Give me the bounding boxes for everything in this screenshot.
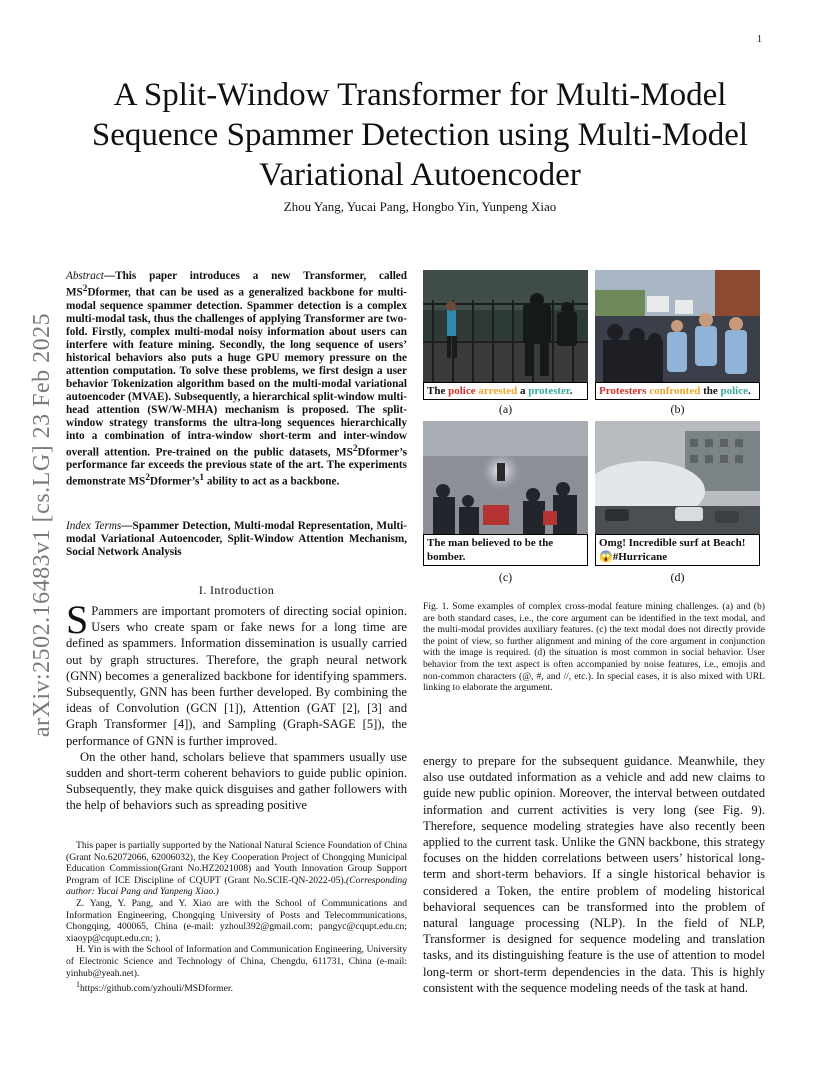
index-terms-text: Spammer Detection, Multi-modal Representation, Multi-modal Variational Autoencoder, Split-Window Attention Mechanism, Social Network Analysis	[66, 520, 407, 558]
intro-paragraph-1	[66, 597, 407, 749]
footnote-github-mark: 1	[76, 980, 80, 990]
section-heading-introduction: I. Introduction	[198, 583, 275, 597]
intro-paragraph-2: On the other hand, scholars believe that spammers usually use sudden and short-term coherent behaviors to guide public opinion. Subsequently, they make quick disguises and gather followers with the help of behaviors such as spreading positive	[66, 749, 407, 813]
caption-b-protesters: Protesters	[599, 385, 647, 397]
footnote-mark: 1	[199, 473, 205, 484]
abstract-sup-1: 2	[82, 284, 88, 294]
introduction-body	[66, 597, 407, 814]
caption-b-police: police	[720, 385, 748, 397]
index-terms-dash: —	[121, 520, 133, 532]
abstract-text-4: Dformer’s	[149, 476, 200, 489]
subfigure-label-d: (d)	[670, 570, 685, 584]
abstract-text-1: This paper introduces a new Transformer, called MS	[66, 270, 407, 299]
abstract	[66, 270, 407, 489]
caption-box-c	[423, 534, 588, 566]
abstract-dash: —	[103, 270, 116, 282]
figure-image-police-arrest	[423, 270, 588, 382]
right-column-body	[423, 753, 765, 996]
figure-image-hurricane-surf	[595, 421, 760, 534]
subfigure-label-b: (b)	[670, 402, 685, 416]
abstract-text-2: Dformer, that can be used as a generalized backbone for multi-modal sequence spammer detection. Spammer detection is a complex multi-modal task, thus the challenges of applying Transformer are two-fold. Firstly, complex multi-modal noisy information about users can interfere with feature mining. Secondly, the long sequence of users’ historical behaviors also puts a huge GPU memory pressure on the attention computation. To solve these problems, we first design a user behavior Tokenization algorithm based on the multi-modal variational autoencoder (MVAE). Subsequently, a hierarchical split-window multi-head attention (SW/W-MHA) mechanism is proposed. The split-window strategy transforms the ultra-long sequences hierarchically into a combination of intra-window short-term and inter-window overall attention. Pre-trained on the public datasets, MS	[66, 286, 407, 459]
abstract-sup-3: 2	[145, 473, 150, 484]
caption-box-b	[595, 382, 760, 400]
caption-b-confronted: confronted	[649, 385, 701, 397]
abstract-text-5: ability to act as a backbone.	[204, 476, 340, 489]
caption-b-part-6: .	[748, 385, 751, 397]
footnote-funding	[66, 840, 407, 898]
caption-a-part-1: The	[427, 385, 449, 397]
footnotes	[66, 840, 407, 995]
caption-a-part-7: .	[569, 385, 573, 397]
caption-a-police: police	[448, 385, 476, 397]
caption-a-part-5: a	[517, 385, 529, 397]
footnote-affiliation-1: Z. Yang, Y. Pang, and Y. Xiao are with the School of Communications and Information Engineering, Chongqing University of Posts and Telecommunications, Chongqing, 400065, China (e-mail: yzhoul392@gmail.com; pangyc@cqupt.edu.cn; xiaoyp@cqupt.edu.cn; ).	[66, 897, 407, 944]
figure-image-protest-police	[595, 270, 760, 382]
right-column-paragraph: energy to prepare for the subsequent guidance. Meanwhile, they also use outdated information as a vehicle and add new claims to guide new public opinion. Moreover, the interval between outdated information and current activities is very long (see Fig. 9). Therefore, sequence modeling strategies have also recently been applied to the current task. Unlike the GNN backbone, this strategy focuses on the hidden correlations between users’ historical long-term and short-term behaviors. If a single historical behavior is considered a Token, the entire problem of modeling historical behavioral sequences can be transformed into the problem of natural language processing (NLP). In the field of NLP, Transformer is designed for sequence modeling and translation tasks, and its distinguishing feature is the use of attention to model long-term or short-term dependencies in the data. This is highly consistent with the sequence modeling needs of the task at hand.	[423, 754, 765, 995]
abstract-lead: Abstract	[66, 270, 104, 282]
abstract-text-3: Dformer’s performance far exceeds the previous state of the art. The experiments demonstrate MS	[66, 446, 407, 489]
footnote-corresponding: (Corresponding author: Yucai Pang and Yanpeng Xiao.)	[66, 874, 407, 898]
figure-caption: Fig. 1. Some examples of complex cross-modal feature mining challenges. (a) and (b) are both standard cases, i.e., the core argument can be identified in the text modal, and the multi-modal provides auxiliary features. (c) the text modal does not directly provide the point of view, so further alignment and mining of the core argument in conjunction with the image is required. (d) the situation is most common in social behavior. User behavior from the text aspect is often accompanied by noise features, i.e., emojis and non-common characters (@, #, and //, etc.). In special cases, it is also mixed with URL linking to elaborate the argument.	[423, 601, 765, 694]
caption-a-protester: protester	[528, 385, 570, 397]
subfigure-label-c: (c)	[498, 570, 513, 584]
footnote-github	[66, 979, 407, 995]
paper-title: A Split-Window Transformer for Multi-Model Sequence Spammer Detection using Multi-Model Variational Autoencoder	[91, 77, 749, 193]
footnote-affiliation-2: H. Yin is with the School of Information and Communication Engineering, University of Electronic Science and Technology of China, Chengdu, 611731, China (e-mail: yinhub@yeah.net).	[66, 944, 407, 979]
arxiv-stamp: arXiv:2502.16483v1 [cs.LG] 23 Feb 2025	[29, 312, 55, 738]
index-terms	[66, 520, 407, 559]
index-terms-lead: Index Terms	[66, 520, 122, 532]
caption-box-a	[423, 382, 588, 400]
abstract-sup-2: 2	[352, 443, 358, 454]
caption-box-d	[595, 534, 760, 566]
caption-c-text: The man believed to be the bomber.	[427, 537, 554, 563]
page-number: 1	[757, 34, 762, 45]
subfigure-label-a: (a)	[498, 402, 513, 416]
footnote-funding-text: This paper is partially supported by the National Natural Science Foundation of China (Grant No.62072066, 62006032), the Key Cooperation Project of Chongqing Municipal Education Commission(Grant No.HZ2021008) and Youth Innovation Group Support Program of ICE Discipline of CQUPT (Grant No.SCIE-QN-2022-05).	[66, 840, 407, 886]
caption-d-text: Omg! Incredible surf at Beach! 😱#Hurricane	[599, 537, 746, 563]
drop-cap: S	[66, 597, 89, 642]
caption-a-arrested: arrested	[478, 385, 518, 397]
figure-image-bomber-crowd	[423, 421, 588, 534]
author-list: Zhou Yang, Yucai Pang, Hongbo Yin, Yunpeng Xiao	[283, 199, 557, 214]
caption-b-part-4: the	[700, 385, 721, 397]
footnote-github-link[interactable]: https://github.com/yzhouli/MSDformer.	[80, 983, 233, 995]
intro-paragraph-1-text: Pammers are important promoters of directing social opinion. Users who create spam or fake news for a long time are defined as spammers. Information dissemination is usually carried out by graph structures. Therefore, the graph neural network (GNN) becomes a generalized backbone for identifying spammers. Subsequently, GNN has been further developed. By combining the ideas of Convolution (GCN [1]), Attention (GAT [2], [3] and Graph Transformer [4]), and Sampling (Graph-SAGE [5]), the performance of GNN is further improved.	[66, 604, 407, 748]
